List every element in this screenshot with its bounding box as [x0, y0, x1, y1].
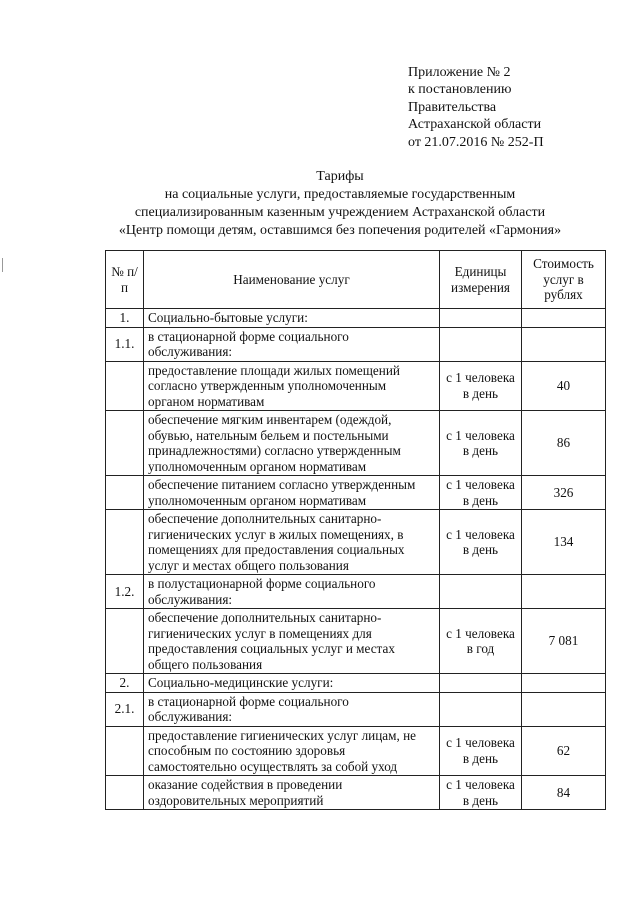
cell-price: 62 [522, 726, 606, 776]
cell-unit [440, 327, 522, 361]
header-price: Стоимость услуг в рублях [522, 251, 606, 309]
cell-price [522, 327, 606, 361]
cell-unit [440, 674, 522, 693]
cell-num [106, 726, 144, 776]
cell-num: 1. [106, 309, 144, 328]
cell-service-name: в стационарной форме социального обслуживания: [144, 327, 440, 361]
cell-price [522, 692, 606, 726]
table-row [106, 327, 606, 361]
table-row [106, 692, 606, 726]
cell-price [522, 575, 606, 609]
table-row [106, 361, 606, 411]
cell-unit: с 1 человека в день [440, 411, 522, 476]
cell-service-name: обеспечение питанием согласно утвержденным уполномоченным органом нормативам [144, 476, 440, 510]
cell-num: 1.2. [106, 575, 144, 609]
table-row [106, 726, 606, 776]
cell-service-name: в полустационарной форме социального обслуживания: [144, 575, 440, 609]
cell-price: 40 [522, 361, 606, 411]
cell-service-name: предоставление площади жилых помещений согласно утвержденным уполномоченным органом нормативам [144, 361, 440, 411]
table-row [106, 575, 606, 609]
cell-unit [440, 575, 522, 609]
cell-service-name: Социально-медицинские услуги: [144, 674, 440, 693]
cell-unit: с 1 человека в день [440, 776, 522, 810]
table-row [106, 411, 606, 476]
cell-num [106, 609, 144, 674]
table-row [106, 476, 606, 510]
cell-unit [440, 692, 522, 726]
table-row [106, 674, 606, 693]
title-line-2: специализированным казенным учреждением Астраханской области [134, 205, 546, 220]
cell-price: 86 [522, 411, 606, 476]
cell-service-name: обеспечение мягким инвентарем (одеждой, обувью, нательным бельем и постельными принадлежностями) согласно утвержденным уполномоченным органом нормативам [144, 411, 440, 476]
cell-price: 134 [522, 510, 606, 575]
cell-unit: с 1 человека в год [440, 609, 522, 674]
cell-service-name: в стационарной форме социального обслуживания: [144, 692, 440, 726]
cell-service-name: предоставление гигиенических услуг лицам, не способным по состоянию здоровья самостоятельно осуществлять за собой уход [144, 726, 440, 776]
cell-num [106, 361, 144, 411]
table-row [106, 510, 606, 575]
cell-service-name: Социально-бытовые услуги: [144, 309, 440, 328]
appendix-line-1: Приложение № 2 [408, 65, 511, 80]
appendix-stamp [408, 64, 544, 151]
cell-price: 84 [522, 776, 606, 810]
table-header-row [106, 251, 606, 309]
title-line-3: «Центр помощи детям, оставшимся без попечения родителей «Гармония» [118, 223, 562, 238]
table-row [106, 609, 606, 674]
header-name: Наименование услуг [144, 251, 440, 309]
appendix-date: от 21.07.2016 № 252-П [408, 134, 544, 150]
cell-service-name: обеспечение дополнительных санитарно-гигиенических услуг в помещениях для предоставления социальных услуг и местах общего пользования [144, 609, 440, 674]
table-row [106, 776, 606, 810]
cell-unit: с 1 человека в день [440, 361, 522, 411]
cell-num [106, 476, 144, 510]
title-line-1: на социальные услуги, предоставляемые государственным [164, 187, 516, 202]
cell-price [522, 674, 606, 693]
title-heading: Тарифы [316, 169, 364, 184]
cell-num [106, 776, 144, 810]
cell-unit: с 1 человека в день [440, 726, 522, 776]
tariff-table [105, 250, 606, 810]
cell-service-name: обеспечение дополнительных санитарно-гигиенических услуг в жилых помещениях, в помещениях для предоставления социальных услуг и местах общего пользования [144, 510, 440, 575]
cell-num: 2. [106, 674, 144, 693]
appendix-line-4: Астраханской области [408, 117, 542, 133]
cell-num [106, 411, 144, 476]
cell-unit: с 1 человека в день [440, 476, 522, 510]
cell-unit [440, 309, 522, 328]
cell-service-name: оказание содействия в проведении оздоровительных мероприятий [144, 776, 440, 810]
cell-price: 7 081 [522, 609, 606, 674]
cell-num: 2.1. [106, 692, 144, 726]
appendix-line-3: Правительства [408, 99, 497, 115]
cell-unit: с 1 человека в день [440, 510, 522, 575]
scan-margin-mark [2, 258, 3, 272]
table-body [106, 309, 606, 810]
appendix-line-2: к постановлению [408, 82, 512, 98]
cell-num [106, 510, 144, 575]
cell-price: 326 [522, 476, 606, 510]
cell-num: 1.1. [106, 327, 144, 361]
table-row [106, 309, 606, 328]
cell-price [522, 309, 606, 328]
header-num: № п/п [106, 251, 144, 309]
header-unit: Единицы измерения [440, 251, 522, 309]
document-title [100, 168, 580, 240]
